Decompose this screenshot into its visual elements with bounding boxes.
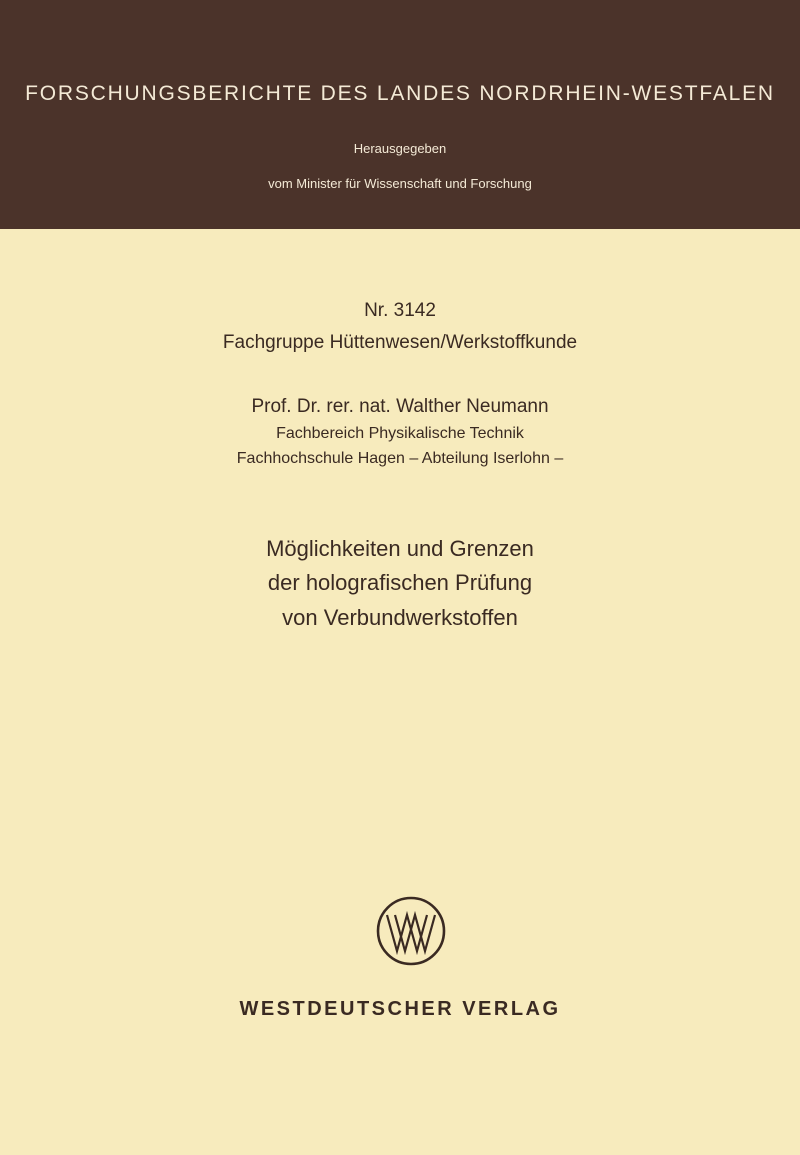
report-number: Nr. 3142	[364, 300, 436, 321]
published-by: vom Minister für Wissenschaft und Forschung	[268, 176, 532, 191]
header-band	[0, 0, 800, 229]
author-name: Prof. Dr. rer. nat. Walther Neumann	[251, 396, 549, 417]
section-group: Fachgruppe Hüttenwesen/Werkstoffkunde	[222, 332, 578, 353]
author-department: Fachbereich Physikalische Technik	[276, 425, 524, 442]
author-institution: Fachhochschule Hagen – Abteilung Iserlohn –	[236, 450, 564, 467]
publisher-logo-icon	[375, 895, 447, 967]
series-title: FORSCHUNGSBERICHTE DES LANDES NORDRHEIN-WESTFALEN	[25, 82, 775, 105]
book-title-line-3: von Verbundwerkstoffen	[282, 605, 518, 630]
book-title-line-1: Möglichkeiten und Grenzen	[266, 536, 534, 561]
published-label: Herausgegeben	[353, 141, 447, 156]
book-title-line-2: der holografischen Prüfung	[267, 570, 533, 595]
publisher-name: WESTDEUTSCHER VERLAG	[239, 998, 561, 1020]
